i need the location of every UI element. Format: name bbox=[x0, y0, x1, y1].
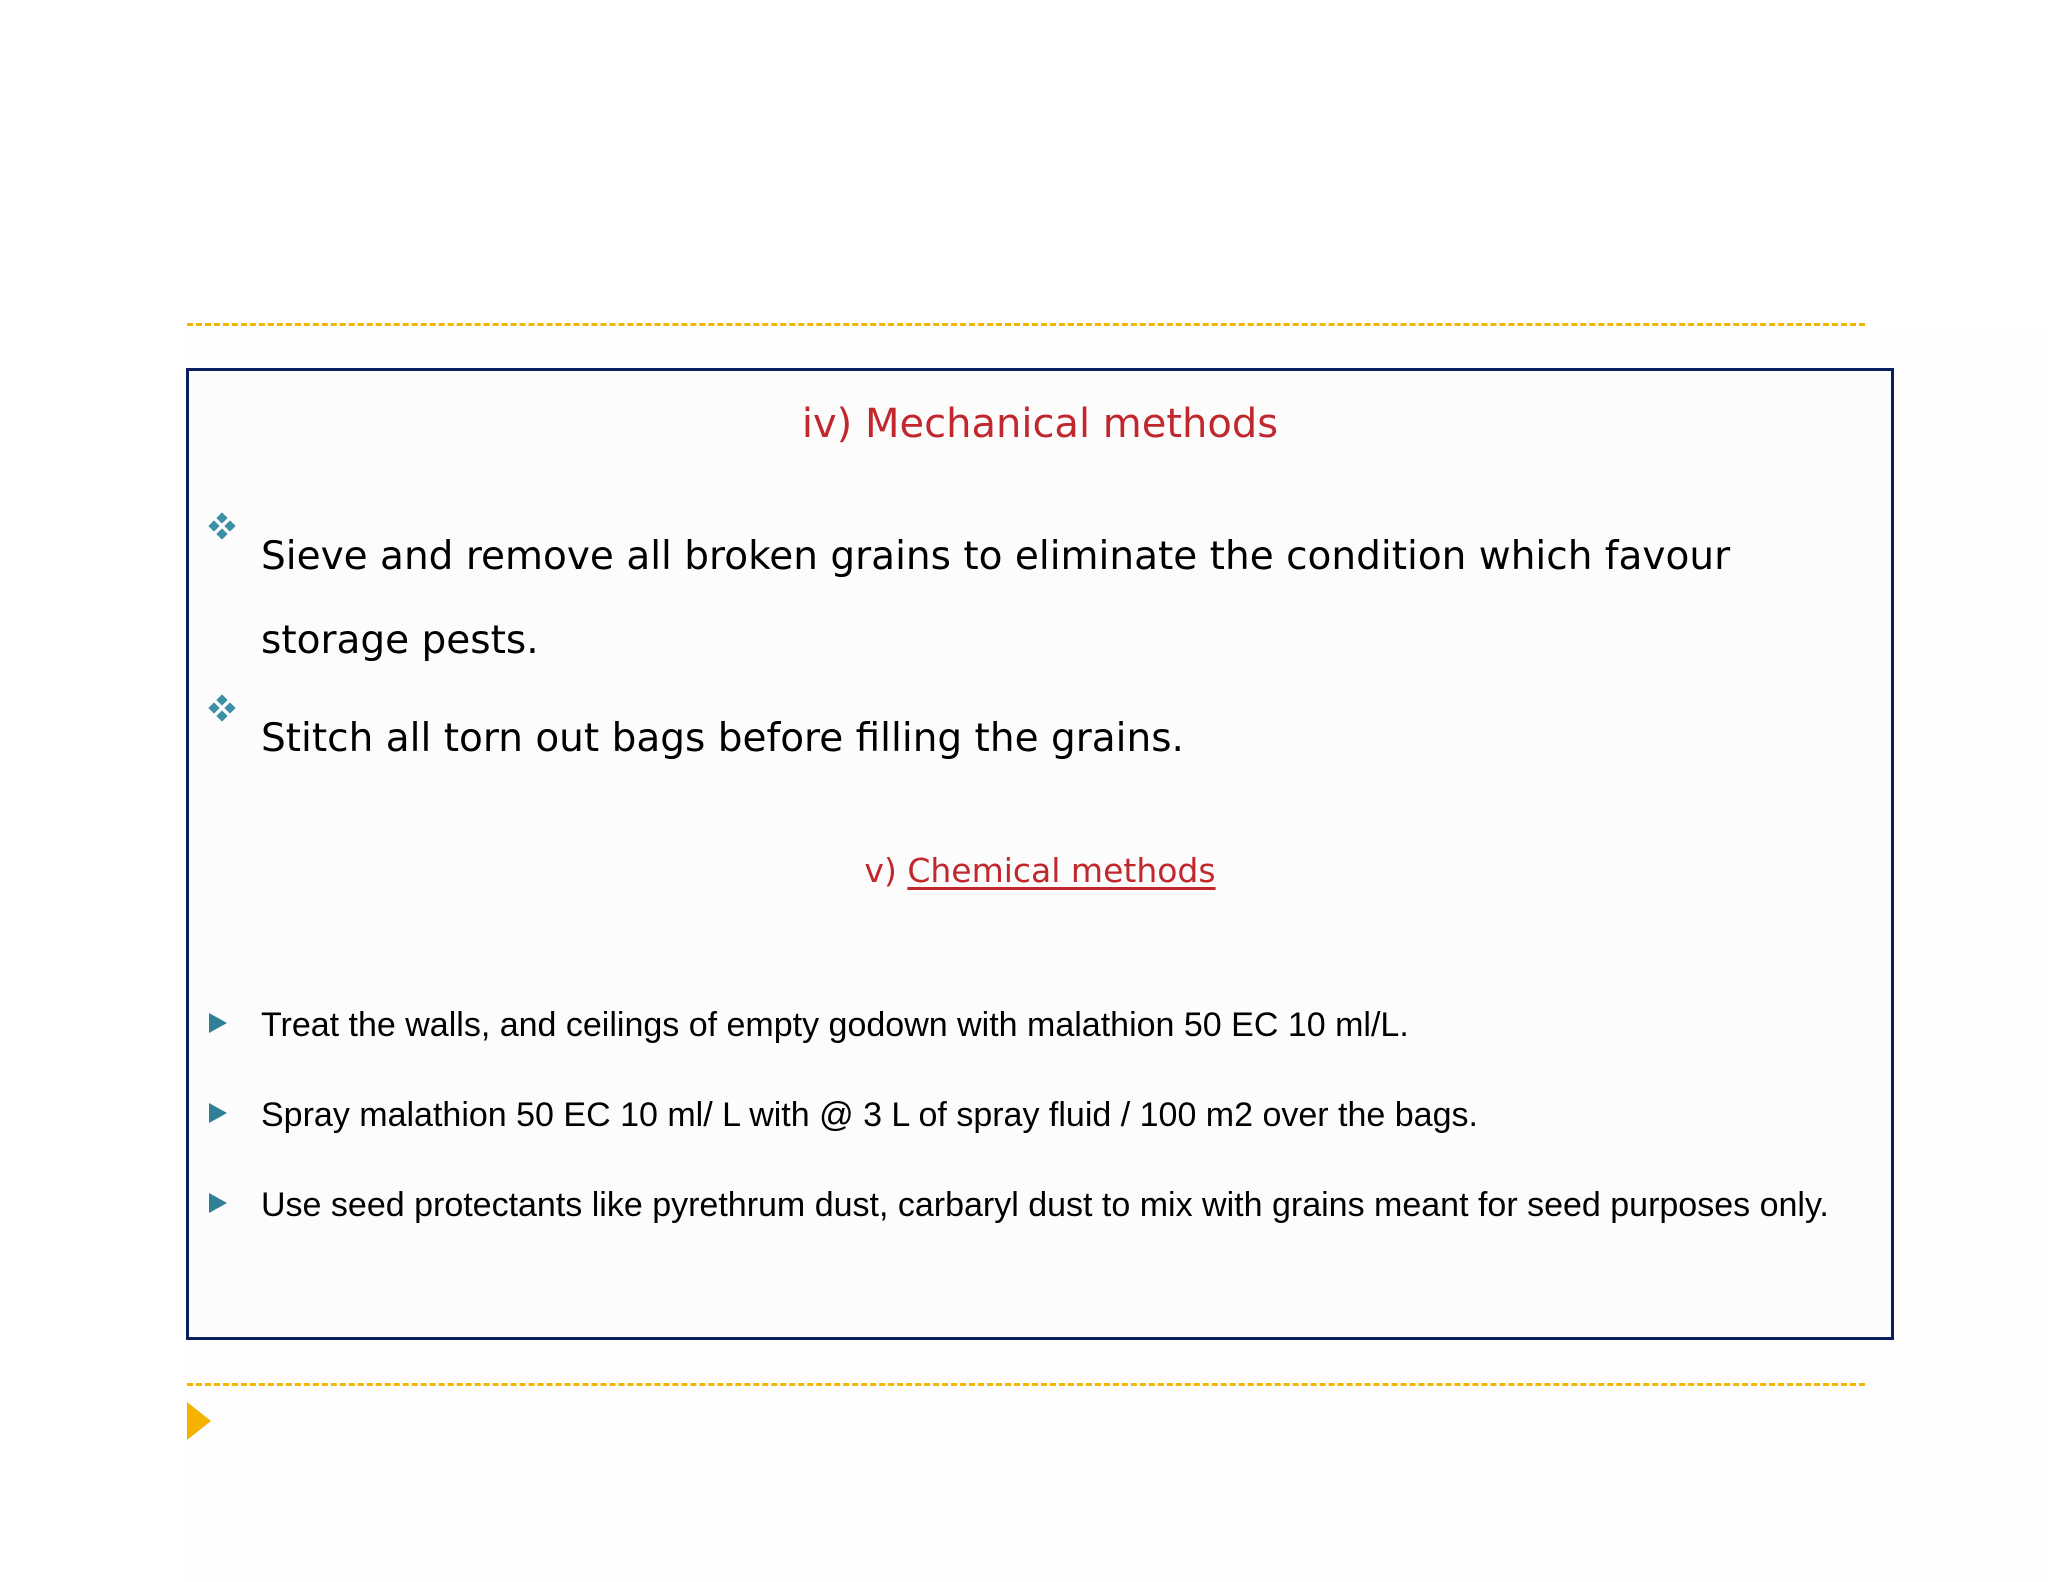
chemical-heading-prefix: v) bbox=[864, 851, 897, 890]
mechanical-methods-heading: iv) Mechanical methods bbox=[801, 401, 1279, 447]
chemical-bullet-text: Spray malathion 50 EC 10 ml/ L with @ 3 L of spray fluid / 100 m2 over the bags. bbox=[261, 1096, 1478, 1134]
diamond-bullet-icon bbox=[209, 513, 235, 539]
mechanical-bullet-item bbox=[189, 671, 1891, 761]
arrow-bullet-icon bbox=[209, 1013, 227, 1033]
chemical-bullet-text: Use seed protectants like pyrethrum dust, carbaryl dust to mix with grains meant for seed purposes only. bbox=[261, 1186, 1829, 1224]
top-dashed-divider bbox=[187, 323, 1865, 326]
mechanical-bullet-text: Stitch all torn out bags before filling the grains. bbox=[261, 716, 1184, 761]
bottom-dashed-divider bbox=[187, 1383, 1865, 1386]
mechanical-bullet-item bbox=[189, 489, 1891, 663]
mechanical-bullet-text: Sieve and remove all broken grains to eliminate the condition which favour storage pests. bbox=[261, 534, 1731, 663]
arrow-bullet-icon bbox=[209, 1103, 227, 1123]
chemical-methods-heading bbox=[189, 851, 1891, 890]
arrow-bullet-icon bbox=[209, 1193, 227, 1213]
chemical-methods-link[interactable]: Chemical methods bbox=[907, 851, 1216, 890]
play-triangle-icon bbox=[187, 1402, 211, 1440]
content-box bbox=[186, 368, 1894, 1340]
diamond-bullet-icon bbox=[209, 695, 235, 721]
chemical-bullet-text: Treat the walls, and ceilings of empty godown with malathion 50 EC 10 ml/L. bbox=[261, 1006, 1409, 1044]
